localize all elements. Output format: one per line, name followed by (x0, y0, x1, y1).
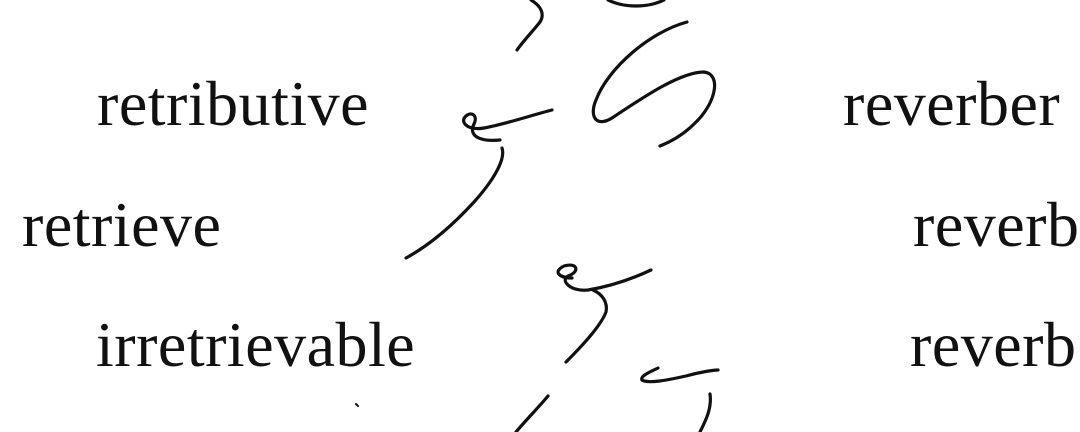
word-reverber-cropped: reverber (843, 68, 1061, 139)
shorthand-stroke-irretrievable-tail (700, 394, 710, 432)
shorthand-stroke-irretrievable-e (558, 265, 651, 290)
shorthand-stroke-irretrievable-left (516, 396, 548, 432)
word-irretrievable: irretrievable (96, 309, 416, 380)
shorthand-stroke-top-hook (517, 0, 542, 50)
word-retrieve: retrieve (22, 189, 222, 260)
word-reverb-cropped-1: reverb (913, 189, 1080, 260)
shorthand-stroke-top-arc (608, 0, 664, 6)
shorthand-stroke-retrieve-line (406, 148, 503, 258)
word-reverb-cropped-2: reverb (910, 309, 1077, 380)
word-retributive: retributive (97, 68, 370, 139)
shorthand-stroke-retributive-hook (464, 110, 552, 140)
shorthand-stroke-retributive-loop (593, 22, 714, 146)
shorthand-stroke-irretrievable-hook (642, 368, 718, 382)
ink-speck (356, 404, 358, 406)
shorthand-stroke-irretrievable-down (566, 290, 606, 362)
